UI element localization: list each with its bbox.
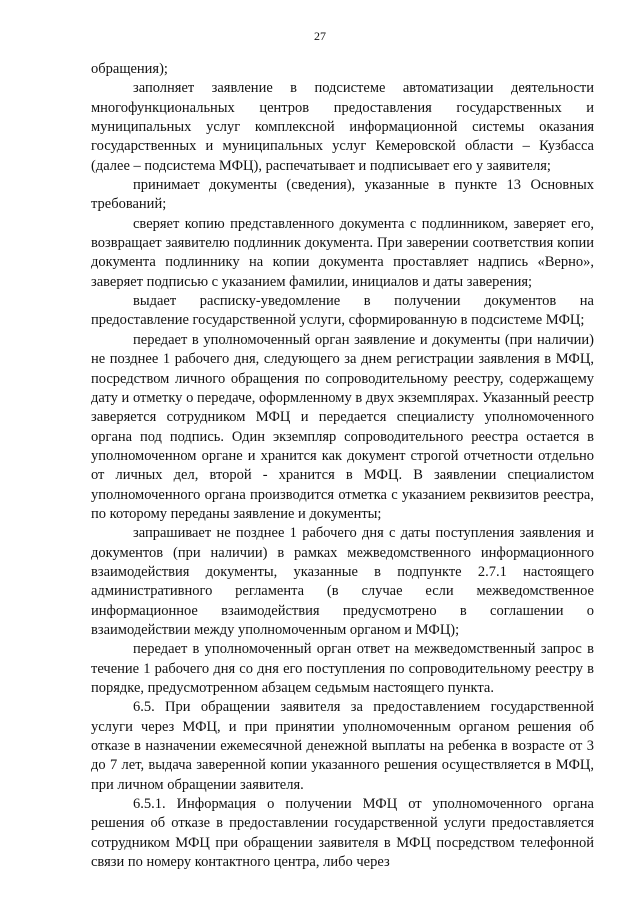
paragraph-6-5: 6.5. При обращении заявителя за предоставлением государственной услуги через МФЦ, и при принятии уполномоченным органом решения об отказе в назначении ежемесячной денежной выплаты на ребенка в возрасте от 3 до 7 лет, выдача заверенной копии указанного решения осуществляется в МФЦ, при личном обращении заявителя. xyxy=(91,699,594,793)
paragraph-transfer-response: передает в уполномоченный орган ответ на межведомственный запрос в течение 1 рабочего дня со дня его поступления по сопроводительному реестру в порядке, предусмотренном абзацем седьмым настоящего пункта. xyxy=(91,641,594,696)
paragraph-verify-copy: сверяет копию представленного документа с подлинником, заверяет его, возвращает заявителю подлинник документа. При заверении соответствия копии документа подлиннику на копии документа проставляет надпись «Верно», заверяет подписью с указанием фамилии, инициалов и даты заверения; xyxy=(91,215,594,290)
paragraph-6-5-1: 6.5.1. Информация о получении МФЦ от уполномоченного органа решения об отказе в предоставлении государственной услуги предоставляется сотрудником МФЦ при обращении заявителя в МФЦ посредством телефонной связи по номеру контактного центра, либо через xyxy=(91,796,594,871)
paragraph-fill-application: заполняет заявление в подсистеме автоматизации деятельности многофункциональных центров предоставления государственных и муниципальных услуг комплексной информационной системы оказания государственных и муниципальных услуг Кемеровской области – Кузбасса (далее – подсистема МФЦ), распечатывает и подписывает его у заявителя; xyxy=(91,80,594,174)
page-number: 27 xyxy=(314,29,326,43)
paragraph-request-documents: запрашивает не позднее 1 рабочего дня с даты поступления заявления и документов (при наличии) в рамках межведомственного информационного взаимодействия документы, указанные в подпункте 2.7.1 настоящего административного регламента (в случае если межведомственное информационное взаимодействия предусмотрено в соглашении о взаимодействии между уполномоченным органом и МФЦ); xyxy=(91,525,594,638)
document-body xyxy=(91,60,594,872)
paragraph-accept-documents: принимает документы (сведения), указанные в пункте 13 Основных требований; xyxy=(91,177,594,213)
paragraph-transfer-documents: передает в уполномоченный орган заявление и документы (при наличии) не позднее 1 рабочего дня, следующего за днем регистрации заявления в МФЦ, посредством личного обращения по сопроводительному реестру, содержащему дату и отметку о передаче, оформленному в двух экземплярах. Указанный реестр заверяется сотрудником МФЦ и передается специалисту уполномоченного органа под подпись. Один экземпляр сопроводительного реестра остается в уполномоченном органе и хранится как документ строгой отчетности отдельно от личных дел, второй - хранится в МФЦ. В заявлении специалистом уполномоченного органа производится отметка с указанием реквизитов реестра, по которому переданы заявление и документы; xyxy=(91,331,594,522)
paragraph-issue-receipt: выдает расписку-уведомление в получении документов на предоставление государственной услуги, сформированную в подсистеме МФЦ; xyxy=(91,293,594,329)
paragraph-continuation: обращения); xyxy=(91,61,168,77)
